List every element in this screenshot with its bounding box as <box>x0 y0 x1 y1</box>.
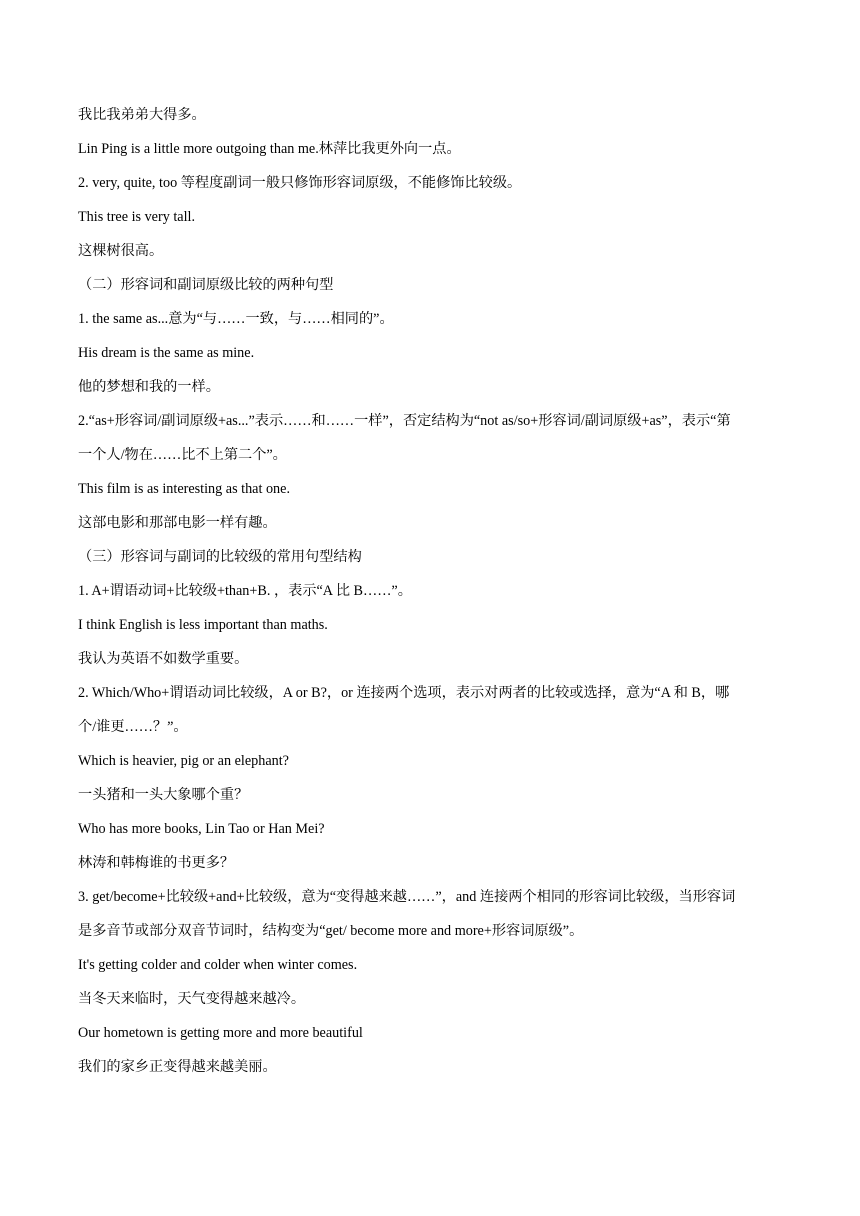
text-line: 2. very, quite, too 等程度副词一般只修饰形容词原级，不能修饰比较级。 <box>78 175 522 191</box>
text-line: His dream is the same as mine. <box>78 345 255 361</box>
text-line: This film is as interesting as that one. <box>78 481 290 497</box>
text-line: 这棵树很高。 <box>78 243 164 259</box>
text-line: 一头猪和一头大象哪个重？ <box>78 787 249 803</box>
section-heading: （三）形容词与副词的比较级的常用句型结构 <box>78 549 362 565</box>
text-line: 1. A+谓语动词+比较级+than+B. ，表示“A 比 B……”。 <box>78 583 412 599</box>
text-line: I think English is less important than maths. <box>78 617 328 633</box>
text-line: It's getting colder and colder when winter comes. <box>78 957 358 973</box>
text-line: 一个人/物在……比不上第二个”。 <box>78 447 287 463</box>
text-line: Who has more books, Lin Tao or Han Mei? <box>78 821 325 837</box>
text-line: 2.“as+形容词/副词原级+as...”表示……和……一样”，否定结构为“not as/so+形容词/副词原级+as”，表示“第 <box>78 413 731 429</box>
text-line: 个/谁更……？”。 <box>78 719 188 735</box>
text-line: 我认为英语不如数学重要。 <box>78 651 249 667</box>
text-line: 当冬天来临时，天气变得越来越冷。 <box>78 991 306 1007</box>
text-line: 林涛和韩梅谁的书更多？ <box>78 855 235 871</box>
text-line: 他的梦想和我的一样。 <box>78 379 220 395</box>
document-body <box>78 105 788 1091</box>
text-line: 这部电影和那部电影一样有趣。 <box>78 515 277 531</box>
text-line: This tree is very tall. <box>78 209 196 225</box>
text-line: 2. Which/Who+谓语动词比较级，A or B?，or 连接两个选项，表示对两者的比较或选择，意为“A 和 B，哪 <box>78 685 730 701</box>
section-heading: （二）形容词和副词原级比较的两种句型 <box>78 277 334 293</box>
text-line: 3. get/become+比较级+and+比较级，意为“变得越来越……”，and 连接两个相同的形容词比较级，当形容词 <box>78 889 736 905</box>
text-line: 是多音节或部分双音节词时，结构变为“get/ become more and more+形容词原级”。 <box>78 923 584 939</box>
text-line: Which is heavier, pig or an elephant? <box>78 753 289 769</box>
text-line: Our hometown is getting more and more beautiful <box>78 1025 363 1041</box>
text-line: 我们的家乡正变得越来越美丽。 <box>78 1059 277 1075</box>
text-line: Lin Ping is a little more outgoing than me.林萍比我更外向一点。 <box>78 141 461 157</box>
text-line: 我比我弟弟大得多。 <box>78 107 206 123</box>
text-line: 1. the same as...意为“与……一致，与……相同的”。 <box>78 311 394 327</box>
